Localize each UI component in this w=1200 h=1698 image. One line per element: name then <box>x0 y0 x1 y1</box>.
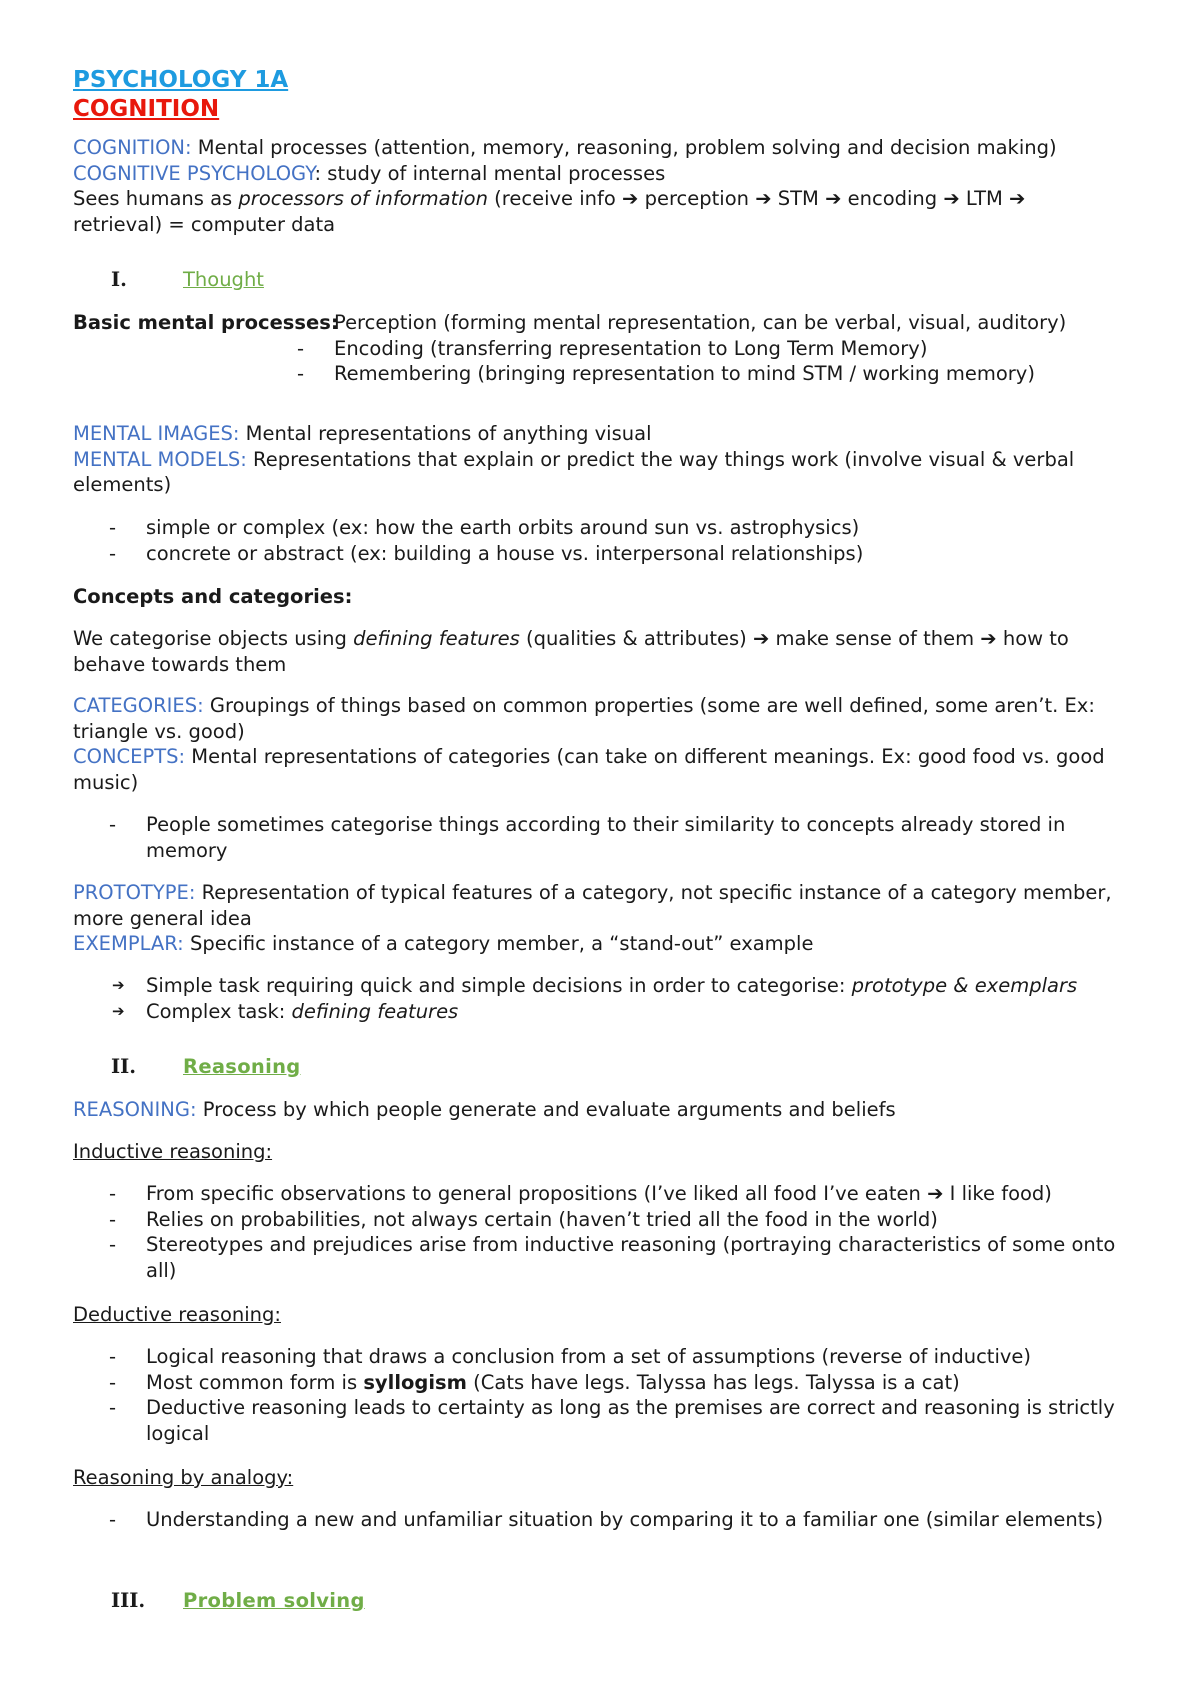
similarity-list <box>73 812 1130 863</box>
reasoning-definition: REASONING: Process by which people generate and evaluate arguments and beliefs <box>73 1098 896 1121</box>
deductive-heading: Deductive reasoning: <box>73 1303 281 1326</box>
right-arrow-icon: ➔ <box>825 187 842 210</box>
term-mental-images: MENTAL IMAGES: <box>73 422 240 445</box>
concepts-heading: Concepts and categories: <box>73 585 353 608</box>
intro-block: COGNITION: Mental processes (attention, memory, reasoning, problem solving and decision making) COGNITIVE PSYCHOLOGY: study of internal mental processes Sees humans as processors of information (receive info ➔ perception ➔ STM ➔ encoding ➔ LTM ➔ retrieval) = computer data <box>73 135 1130 237</box>
right-arrow-icon: ➔ <box>752 627 770 650</box>
mental-model-list <box>73 515 1130 566</box>
list-item: - Most common form is syllogism (Cats have legs. Talyssa has legs. Talyssa is a cat) <box>73 1370 1130 1396</box>
analogy-list <box>73 1507 1130 1533</box>
list-item: - People sometimes categorise things according to their similarity to concepts already stored in memory <box>73 812 1130 863</box>
right-arrow-icon: ➔ <box>112 976 125 994</box>
inductive-list <box>73 1181 1130 1283</box>
list-item: - Understanding a new and unfamiliar situation by comparing it to a familiar one (similar elements) <box>73 1507 1130 1533</box>
list-item: - Logical reasoning that draws a conclusion from a set of assumptions (reverse of inductive) <box>73 1344 1130 1370</box>
right-arrow-icon: ➔ <box>980 627 997 650</box>
information-processing-line: Sees humans as processors of information (receive info ➔ perception ➔ STM ➔ encoding ➔ LTM ➔ <box>73 187 1026 210</box>
list-item: ➔ Complex task: defining features <box>112 999 459 1023</box>
right-arrow-icon: ➔ <box>755 187 772 210</box>
right-arrow-icon: ➔ <box>943 187 960 210</box>
prototype-exemplar: PROTOTYPE: Representation of typical features of a category, not specific instance of a category member, more general idea EXEMPLAR: Specific instance of a category member, a “stand-out” example <box>73 881 1112 955</box>
term-cognitive-psychology: COGNITIVE PSYCHOLOGY <box>73 161 315 185</box>
inductive-heading: Inductive reasoning: <box>73 1140 273 1163</box>
list-item: - Stereotypes and prejudices arise from inductive reasoning (portraying characteristics of some onto all) <box>73 1232 1130 1283</box>
right-arrow-icon: ➔ <box>927 1182 944 1205</box>
right-arrow-icon: ➔ <box>1009 187 1026 210</box>
categorise-paragraph: We categorise objects using defining features (qualities & attributes) ➔ make sense of them ➔ how to behave towards them <box>73 627 1069 676</box>
basic-processes-label: Basic mental processes: <box>73 311 339 334</box>
document-page: PSYCHOLOGY 1A COGNITION COGNITION: Mental processes (attention, memory, reasoning, problem solving and decision making) COGNITIVE PSYCHOLOGY: study of internal mental processes Sees humans as processors of information (receive info ➔ perception ➔ STM ➔ encoding ➔ LTM ➔ retrieval) = computer data I. Thought Basic mental processes: Perception (forming mental representation, can be verbal, visual, auditory) - Encoding (transferring representation to Long Term Memory) - Remembering (bringing representation to mind STM / working memory) MENTAL IMAGES: Mental representations of anything visual MENTAL MODELS: Representations that explain or predict the way things work (involve visual & verbal elements) - simple or complex (ex: how the earth orbits around sun vs. astrophysics) - concrete or abstract (ex: building a house vs. interpersonal relationships) Concepts and categories: We categorise objects using defining features (qualities & attributes) ➔ make sense of them ➔ how to behave towards them CATEGORIES: Groupings of things based on common properties (some are well defined, some aren’t. Ex: triangle vs. good) CONCEPTS: Mental representations of categories (can take on different meanings. Ex: good food vs. good music) - People sometimes categorise things according to their similarity to concepts already stored in memory PROTOTYPE: Representation of typical features of a category, not specific instance of a category member, more general idea EXEMPLAR: Specific instance of a category member, a “stand-out” example ➔ Simple task requiring quick and simple decisions in order to categorise: prototype & exemplars ➔ Complex task: defining features II. Reasoning REASONING: Process by which people generate and evaluate arguments and beliefs Inductive reasoning: - From specific observations to general propositions (I’ve liked all food I’ve eaten ➔ I like food) - Relies on probabilities, not always certain (haven’t tried all the food in the world) - Stereotypes and prejudices arise from inductive reasoning (portraying characteristics of some onto all) Deductive reasoning: - Logical reasoning that draws a conclusion from a set of assumptions (reverse of inductive) - Most common form is syllogism (Cats have legs. Talyssa has legs. Talyssa is a cat) - Deductive reasoning leads to certainty as long as the premises are correct and reasoning is strictly logical Reasoning by analogy: - Understanding a new and unfamiliar situation by comparing it to a familiar one (similar elements) III. Problem solving <box>0 0 1200 1698</box>
list-item: - From specific observations to general propositions (I’ve liked all food I’ve eaten ➔ I like food) <box>73 1181 1130 1207</box>
list-item: - Deductive reasoning leads to certainty as long as the premises are correct and reasoning is strictly logical <box>73 1395 1130 1446</box>
right-arrow-icon: ➔ <box>112 1001 125 1020</box>
analogy-heading: Reasoning by analogy: <box>73 1466 294 1489</box>
term-concepts: CONCEPTS: <box>73 745 186 768</box>
cognition-definition: COGNITION: Mental processes (attention, memory, reasoning, problem solving and decision making) <box>73 136 1057 159</box>
mental-definitions: MENTAL IMAGES: Mental representations of anything visual MENTAL MODELS: Representations that explain or predict the way things work (involve visual & verbal elements) <box>73 422 1075 496</box>
term-prototype: PROTOTYPE: <box>73 881 196 904</box>
categories-concepts: CATEGORIES: Groupings of things based on common properties (some are well defined, some aren’t. Ex: triangle vs. good) CONCEPTS: Mental representations of categories (can take on different meanings. Ex: good food vs. good music) <box>73 694 1105 794</box>
term-exemplar: EXEMPLAR: <box>73 932 184 955</box>
term-reasoning: REASONING: <box>73 1098 197 1121</box>
course-title: PSYCHOLOGY 1A <box>73 67 289 93</box>
deductive-list <box>73 1344 1130 1446</box>
list-item: - simple or complex (ex: how the earth orbits around sun vs. astrophysics) <box>73 515 1130 541</box>
term-mental-models: MENTAL MODELS: <box>73 447 247 471</box>
list-item: ➔ Simple task requiring quick and simple decisions in order to categorise: prototype & exemplars <box>112 974 1078 997</box>
list-item: - Remembering (bringing representation to mind STM / working memory) <box>261 361 1130 387</box>
topic-title: COGNITION <box>73 96 220 122</box>
right-arrow-icon: ➔ <box>622 187 639 210</box>
list-item: - Relies on probabilities, not always certain (haven’t tried all the food in the world) <box>73 1207 1130 1233</box>
basic-processes-list <box>261 310 1130 387</box>
term-categories: CATEGORIES: <box>73 694 204 717</box>
task-arrow-list <box>73 973 1130 1024</box>
list-item: Perception (forming mental representation, can be verbal, visual, auditory) <box>334 311 1067 334</box>
term-cognition: COGNITION: <box>73 136 192 159</box>
list-item: - Encoding (transferring representation to Long Term Memory) <box>261 336 1130 362</box>
list-item: - concrete or abstract (ex: building a house vs. interpersonal relationships) <box>73 541 1130 567</box>
cogpsy-definition: COGNITIVE PSYCHOLOGY: study of internal mental processes <box>73 161 666 185</box>
